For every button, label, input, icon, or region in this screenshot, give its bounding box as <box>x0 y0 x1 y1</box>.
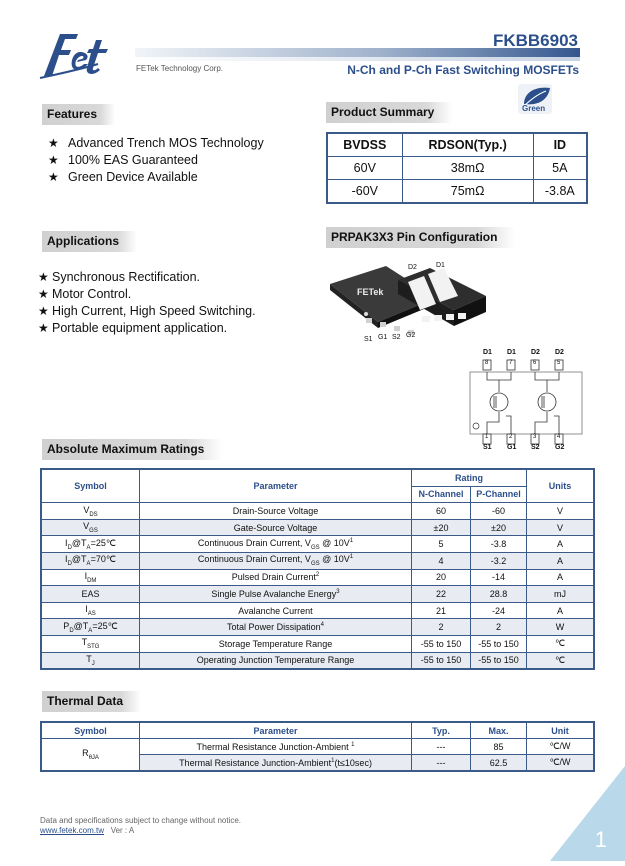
page-corner-decoration <box>550 766 625 861</box>
value-cell: 2 <box>412 619 471 636</box>
ratings-heading: Absolute Maximum Ratings <box>42 439 222 460</box>
schem-bottom-label: S1 <box>483 444 492 451</box>
unit-cell: A <box>527 552 595 569</box>
table-row <box>41 602 594 619</box>
unit-cell: ℃/W <box>527 755 595 772</box>
symbol-cell: $V_{GS}$ <box>41 519 140 536</box>
table-row <box>41 552 594 569</box>
unit-cell: W <box>527 619 595 636</box>
applications-list <box>38 269 256 337</box>
version-label: Ver : A <box>110 826 135 835</box>
param-cell: Drain-Source Voltage <box>140 503 412 520</box>
schem-bottom-label: G2 <box>555 444 565 451</box>
pin-label-bottom: G2 <box>406 332 416 339</box>
pinconfig-heading: PRPAK3X3 Pin Configuration <box>326 227 515 248</box>
pin-label-top: D2 <box>408 264 417 271</box>
param-cell: Total Power Dissipation$^4$ <box>140 619 412 636</box>
application-item: ★ High Current, High Speed Switching. <box>38 304 256 318</box>
schem-top-label: D1 <box>507 349 516 356</box>
symbol-cell: $I_D@T_A=25℃$ <box>41 536 140 553</box>
footer-note: Data and specifications subject to change without notice. <box>40 816 242 825</box>
value-cell: 28.8 <box>471 586 527 603</box>
unit-cell: V <box>527 519 595 536</box>
col-header: Rating <box>412 469 527 486</box>
pin-schematic <box>466 346 586 454</box>
param-cell: Thermal Resistance Junction-Ambient$^1$(t≤10sec) <box>140 755 412 772</box>
schem-bottom-label: S2 <box>531 444 540 451</box>
unit-cell: mJ <box>527 586 595 603</box>
pin-label-bottom: S1 <box>364 336 373 343</box>
summary-cell: -60V <box>327 180 402 204</box>
summary-cell: 75mΩ <box>402 180 533 204</box>
col-header: P-Channel <box>471 486 527 503</box>
features-list <box>48 135 264 186</box>
param-cell: Operating Junction Temperature Range <box>140 652 412 669</box>
symbol-cell: $R_{\theta JA}$ <box>41 739 140 772</box>
value-cell: -60 <box>471 503 527 520</box>
col-header: Units <box>527 469 595 503</box>
value-cell: --- <box>412 755 471 772</box>
param-cell: Thermal Resistance Junction-Ambient $^1$ <box>140 739 412 755</box>
value-cell: -14 <box>471 569 527 586</box>
param-cell: Pulsed Drain Current$^2$ <box>140 569 412 586</box>
value-cell: -55 to 150 <box>412 652 471 669</box>
summary-cell: 5A <box>533 157 587 180</box>
value-cell: 4 <box>412 552 471 569</box>
col-header: Symbol <box>41 722 140 739</box>
summary-header: ID <box>533 133 587 157</box>
table-row <box>41 652 594 669</box>
table-row <box>41 519 594 536</box>
value-cell: -55 to 150 <box>412 635 471 652</box>
schem-pin-number: 2 <box>509 434 513 440</box>
schem-top-label: D2 <box>555 349 564 356</box>
schem-pin-number: 3 <box>533 434 537 440</box>
table-row <box>41 586 594 603</box>
chip-marking: FETek <box>357 287 384 297</box>
summary-heading: Product Summary <box>326 102 452 123</box>
value-cell: 22 <box>412 586 471 603</box>
param-cell: Continuous Drain Current, $V_{GS}$ @ $10V^1$ <box>140 552 412 569</box>
value-cell: 2 <box>471 619 527 636</box>
col-header: Symbol <box>41 469 140 503</box>
unit-cell: V <box>527 503 595 520</box>
schem-pin-number: 6 <box>533 360 537 366</box>
application-item: ★ Synchronous Rectification. <box>38 270 200 284</box>
value-cell: ±20 <box>471 519 527 536</box>
applications-heading: Applications <box>42 231 137 252</box>
table-row <box>41 619 594 636</box>
schem-pin-number: 7 <box>509 360 513 366</box>
application-item: ★ Portable equipment application. <box>38 321 228 335</box>
footer-links <box>40 826 134 835</box>
green-label: Green <box>522 104 546 113</box>
summary-cell: 38mΩ <box>402 157 533 180</box>
table-row <box>41 503 594 520</box>
value-cell: 20 <box>412 569 471 586</box>
symbol-cell: $V_{DS}$ <box>41 503 140 520</box>
value-cell: 21 <box>412 602 471 619</box>
summary-header: RDSON(Typ.) <box>402 133 533 157</box>
symbol-cell: EAS <box>41 586 140 603</box>
table-row <box>41 635 594 652</box>
value-cell: -55 to 150 <box>471 652 527 669</box>
value-cell: -3.8 <box>471 536 527 553</box>
value-cell: 85 <box>471 739 527 755</box>
schem-top-label: D1 <box>483 349 492 356</box>
col-header: Max. <box>471 722 527 739</box>
table-row <box>41 739 594 755</box>
value-cell: ±20 <box>412 519 471 536</box>
company-name: FETek Technology Corp. <box>136 64 224 73</box>
features-heading: Features <box>42 104 115 125</box>
company-logo <box>38 30 133 82</box>
unit-cell: ℃ <box>527 652 595 669</box>
feature-item: ★ Green Device Available <box>48 170 198 184</box>
table-row <box>41 569 594 586</box>
param-cell: Avalanche Current <box>140 602 412 619</box>
col-header: Typ. <box>412 722 471 739</box>
ratings-table <box>40 468 595 670</box>
schem-pin-number: 5 <box>557 360 561 366</box>
col-header: Parameter <box>140 469 412 503</box>
schem-pin-number: 8 <box>485 360 489 366</box>
page-number: 1 <box>594 827 607 852</box>
symbol-cell: $I_{AS}$ <box>41 602 140 619</box>
symbol-cell: $I_D@T_A=70℃$ <box>41 552 140 569</box>
header-gradient-bar-lower <box>135 57 580 61</box>
summary-cell: 60V <box>327 157 402 180</box>
application-item: ★ Motor Control. <box>38 287 132 301</box>
param-cell: Continuous Drain Current, $V_{GS}$ @ $10V^1$ <box>140 536 412 553</box>
thermal-table <box>40 721 595 772</box>
package-illustration <box>326 260 496 348</box>
col-header: Parameter <box>140 722 412 739</box>
summary-table <box>326 132 588 204</box>
param-cell: Gate-Source Voltage <box>140 519 412 536</box>
schem-pin-number: 1 <box>485 434 489 440</box>
value-cell: 60 <box>412 503 471 520</box>
value-cell: 5 <box>412 536 471 553</box>
summary-header: BVDSS <box>327 133 402 157</box>
green-badge <box>512 82 556 116</box>
part-number: FKBB6903 <box>492 31 578 50</box>
unit-cell: A <box>527 569 595 586</box>
schem-pin-number: 4 <box>557 434 561 440</box>
param-cell: Single Pulse Avalanche Energy$^3$ <box>140 586 412 603</box>
value-cell: 62.5 <box>471 755 527 772</box>
schem-bottom-label: G1 <box>507 444 517 451</box>
value-cell: -55 to 150 <box>471 635 527 652</box>
pin-label-bottom: S2 <box>392 334 401 341</box>
symbol-cell: $P_D@T_A=25℃$ <box>41 619 140 636</box>
website-link[interactable]: www.fetek.com.tw <box>40 826 105 835</box>
symbol-cell: $I_{DM}$ <box>41 569 140 586</box>
symbol-cell: $T_{STG}$ <box>41 635 140 652</box>
unit-cell: A <box>527 602 595 619</box>
col-header: N-Channel <box>412 486 471 503</box>
value-cell: --- <box>412 739 471 755</box>
pin-label-bottom: G1 <box>378 334 388 341</box>
thermal-heading: Thermal Data <box>42 691 141 712</box>
schem-top-label: D2 <box>531 349 540 356</box>
unit-cell: ℃/W <box>527 739 595 755</box>
value-cell: -3.2 <box>471 552 527 569</box>
table-row <box>41 536 594 553</box>
unit-cell: ℃ <box>527 635 595 652</box>
summary-cell: -3.8A <box>533 180 587 204</box>
product-subtitle: N-Ch and P-Ch Fast Switching MOSFETs <box>347 63 579 77</box>
feature-item: ★ Advanced Trench MOS Technology <box>48 136 264 150</box>
pin-label-top: D1 <box>436 262 445 269</box>
value-cell: -24 <box>471 602 527 619</box>
symbol-cell: $T_J$ <box>41 652 140 669</box>
col-header: Unit <box>527 722 595 739</box>
unit-cell: A <box>527 536 595 553</box>
feature-item: ★ 100% EAS Guaranteed <box>48 153 198 167</box>
param-cell: Storage Temperature Range <box>140 635 412 652</box>
